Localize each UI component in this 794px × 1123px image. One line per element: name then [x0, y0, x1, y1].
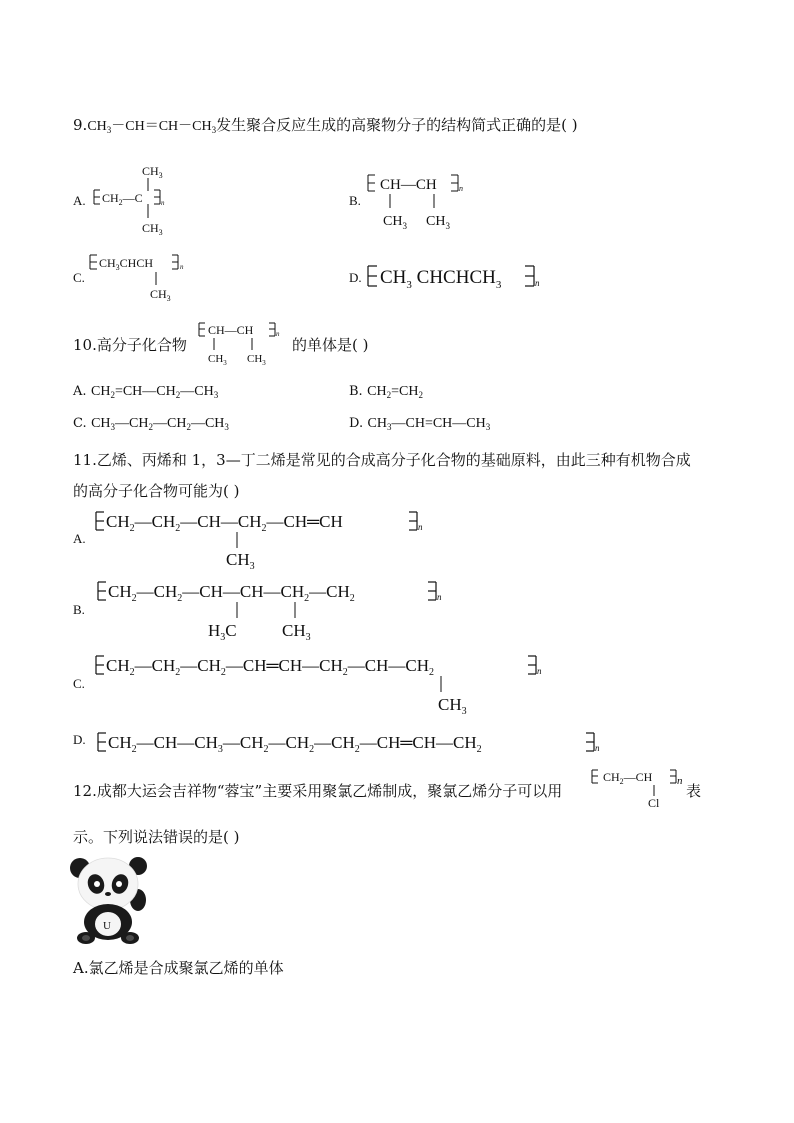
q9-option-b-formula	[366, 170, 476, 236]
svg-text:n: n	[535, 278, 540, 288]
q9-option-d-formula	[366, 262, 556, 292]
q11-option-b-formula	[96, 578, 456, 644]
svg-text:n: n	[276, 330, 280, 338]
svg-text:CH3: $CH_3$	[142, 221, 163, 237]
svg-text:Cl: Cl	[648, 796, 660, 810]
q9-number: 9.	[73, 116, 88, 134]
svg-text:CH2—CH: $CH_2—CH$	[603, 770, 653, 786]
svg-text:CH3: $CH_3$	[226, 550, 255, 572]
svg-text:CH2—CH2—CH—CH—CH2—CH2: $CH_2—CH_2—CH—CH—CH_2—CH_2$	[108, 582, 355, 604]
svg-text:n: n	[180, 263, 184, 271]
svg-text:CH3: $CH_3$	[247, 353, 266, 367]
svg-text:n: n	[537, 666, 542, 676]
svg-text:CH2—C: $CH_2—C$	[102, 191, 143, 207]
svg-text:CH3: $CH_3$	[150, 287, 171, 303]
svg-text:CH3: $CH_3$	[383, 214, 407, 231]
svg-text:n: n	[459, 184, 463, 193]
svg-text:CH3CHCH: $CH_3CHCH$	[99, 256, 154, 272]
svg-text:CH3: $CH_3$	[426, 214, 450, 231]
q10-stem-suffix: 的单体是( )	[292, 336, 369, 354]
svg-text:n: n	[161, 199, 165, 207]
svg-text:n: n	[418, 522, 423, 532]
svg-text:CH—CH: CH—CH	[208, 323, 254, 337]
svg-text:CH3: $CH_3$	[282, 621, 311, 643]
q10-polymer-formula	[197, 320, 287, 370]
q12-stem-line1-prefix: 12.成都大运会吉祥物“蓉宝”主要采用聚氯乙烯制成，聚氯乙烯分子可以用	[73, 782, 563, 800]
q9-option-d-label: D.	[349, 270, 362, 285]
q11-option-b-label: B.	[73, 602, 85, 617]
q9-option-c-label: C.	[73, 270, 85, 285]
svg-text:H3C: $H_3C$	[208, 621, 237, 643]
q10-option-a: A. $CH_2=CH—CH_2—CH_3$	[73, 384, 219, 400]
q9-option-c-formula	[88, 252, 198, 308]
q11-option-a-formula	[94, 508, 434, 572]
q9-option-b-label: B.	[349, 193, 361, 208]
svg-text:CH3: $CH_3$	[438, 695, 467, 717]
q9-option-a-label: A.	[73, 193, 86, 208]
svg-text:CH3: $CH_3$	[142, 164, 163, 180]
q11-option-c-formula	[94, 652, 564, 718]
svg-text:CH2—CH2—CH2—CH═CH—CH2—CH—CH2: $CH_2—CH_2—CH_2—CH═CH—CH_2—CH—CH_2$	[106, 656, 435, 678]
svg-text:CH3 CHCHCH3: $CH_3$ $CHCHCH_3$	[380, 267, 502, 291]
q9-stem-formula: $CH_3-CH=CH-CH_3$	[87, 119, 217, 135]
q10-option-b: B. $CH_2=CH_2$	[349, 384, 423, 400]
q10-option-d: D. $CH_3—CH=CH—CH_3$	[349, 416, 491, 432]
mascot-panda-image	[68, 852, 150, 944]
q10-option-c: C. $CH_3—CH_2—CH_2—CH_3$	[73, 416, 229, 432]
q11-stem-line1: 11.乙烯、丙烯和 1，3—丁二烯是常见的合成高分子化合物的基础原料，由此三种有机物合成	[73, 451, 691, 469]
q12-polymer-formula	[590, 768, 690, 812]
q11-stem-line2: 的高分子化合物可能为( )	[73, 482, 240, 500]
q12-stem-line2: 示。下列说法错误的是( )	[73, 828, 240, 846]
q9-stem-text: 发生聚合反应生成的高聚物分子的结构简式正确的是( )	[216, 116, 578, 134]
q10-stem-prefix: 10.高分子化合物	[73, 336, 187, 354]
q11-option-d-formula	[94, 730, 614, 760]
q11-option-d-label: D.	[73, 732, 86, 747]
svg-text:CH—CH: CH—CH	[380, 177, 437, 193]
q11-option-c-label: C.	[73, 676, 85, 691]
q9-stem	[73, 114, 578, 135]
svg-text:CH3: $CH_3$	[208, 353, 227, 367]
svg-text:U: U	[103, 920, 111, 932]
svg-text:CH2—CH2—CH—CH2—CH═CH: $CH_2—CH_2—CH—CH_2—CH═CH$	[106, 512, 343, 534]
q11-option-a-label: A.	[73, 531, 86, 546]
svg-text:n: n	[677, 775, 683, 787]
svg-text:n: n	[595, 743, 600, 753]
q12-option-a: A.氯乙烯是合成聚氯乙烯的单体	[73, 959, 284, 977]
q9-option-a-formula	[92, 160, 182, 240]
q12-stem-line1-suffix: 表	[686, 782, 702, 800]
svg-text:CH2—CH—CH3—CH2—CH2—CH2—CH═CH—C: $CH_2—CH—CH_3—CH_2—CH_2—CH_2—CH═CH—CH_2$	[108, 733, 482, 755]
svg-text:n: n	[437, 592, 442, 602]
